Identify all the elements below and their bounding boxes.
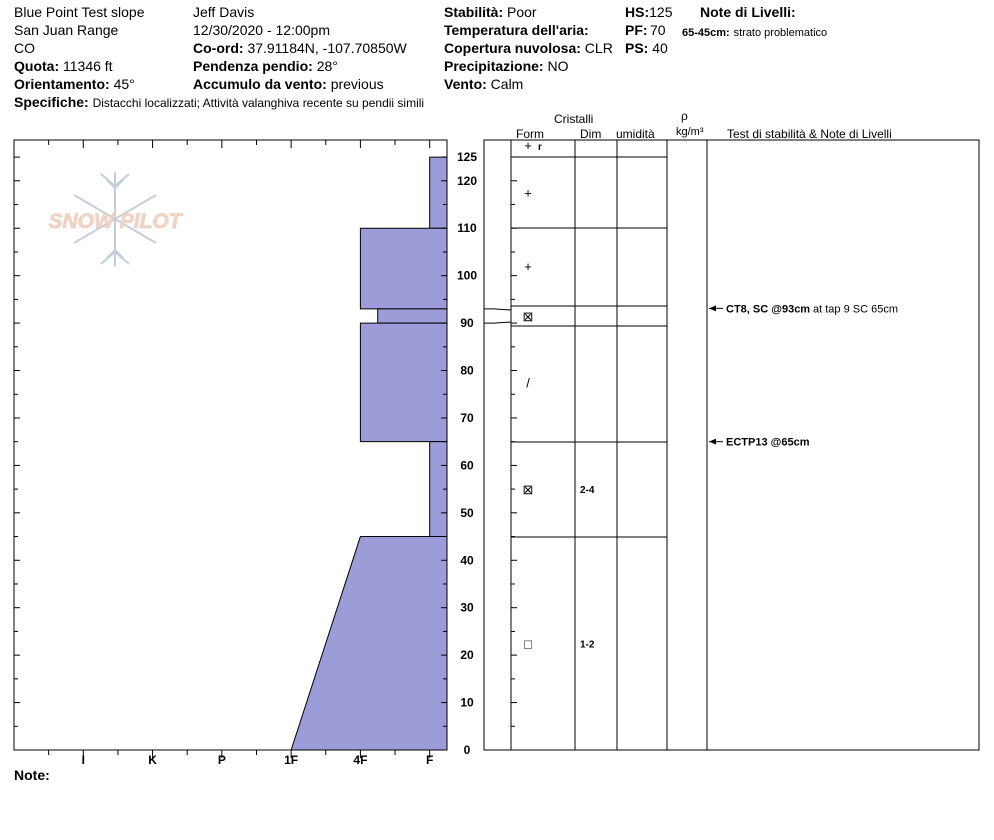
hardness-layer-4 bbox=[360, 323, 447, 442]
cloud-label: Copertura nuvolosa: bbox=[444, 40, 581, 56]
layer-notes-text: strato problematico bbox=[733, 27, 828, 39]
coord-value: 37.91184N, -107.70850W bbox=[247, 40, 407, 56]
hardness-tick-label-K: K bbox=[148, 753, 157, 767]
hardness-tick-label-I: I bbox=[81, 753, 85, 767]
ps-value: 40 bbox=[652, 40, 668, 56]
height-tick-label-60: 60 bbox=[460, 458, 474, 473]
precip-value: NO bbox=[547, 58, 569, 74]
grain-form-6: □ bbox=[524, 636, 532, 652]
specifics-label: Specifiche: bbox=[14, 94, 89, 110]
ps-label: PS: bbox=[625, 40, 649, 56]
grain-form-extra-1: r bbox=[538, 142, 542, 154]
test-arrow-head-2 bbox=[709, 439, 716, 445]
wind-label: Vento: bbox=[444, 76, 487, 92]
size-header: Dim bbox=[580, 127, 602, 141]
site-name: Blue Point Test slope bbox=[14, 4, 145, 20]
hardness-layer-3 bbox=[378, 309, 447, 323]
cloud-value: CLR bbox=[584, 40, 613, 56]
slope-value: 28° bbox=[316, 58, 338, 74]
elevation-value: 11346 ft bbox=[63, 58, 113, 74]
grain-form-3: ⊠ bbox=[522, 308, 534, 324]
height-tick-label-110: 110 bbox=[457, 221, 477, 236]
elevation-label: Quota: bbox=[14, 58, 60, 74]
slope-label: Pendenza pendio: bbox=[193, 58, 313, 74]
state-name: CO bbox=[14, 40, 35, 56]
note-label: Note: bbox=[14, 767, 50, 783]
air-temp-value: 70 bbox=[650, 22, 666, 38]
hardness-layer-6 bbox=[291, 537, 447, 750]
moisture-header: umidità bbox=[616, 127, 655, 141]
datetime: 12/30/2020 - 12:00pm bbox=[193, 22, 330, 38]
height-tick-label-70: 70 bbox=[460, 410, 474, 425]
observer: Jeff Davis bbox=[193, 4, 255, 20]
height-tick-label-0: 0 bbox=[463, 743, 471, 757]
hardness-layer-2 bbox=[360, 228, 447, 309]
wind-load-label: Accumulo da vento: bbox=[193, 76, 327, 92]
grain-form-2: + bbox=[524, 185, 532, 201]
air-temp-label: Temperatura dell'aria: bbox=[444, 22, 589, 38]
specifics-text: Distacchi localizzati; Attività valanghiva recente su pendii simili bbox=[92, 96, 425, 110]
test-arrow-head-1 bbox=[709, 305, 716, 311]
precip-label: Precipitazione: bbox=[444, 58, 544, 74]
hardness-layer-1 bbox=[430, 157, 447, 228]
height-tick-label-50: 50 bbox=[460, 505, 474, 520]
aspect-label: Orientamento: bbox=[14, 76, 110, 92]
grain-form-5: ⊠ bbox=[522, 482, 534, 498]
tests-header: Test di stabilità & Note di Livelli bbox=[727, 127, 892, 141]
wind-load-value: previous bbox=[330, 76, 384, 92]
grain-size-5: 2-4 bbox=[580, 485, 595, 497]
logo-text: SNOW PILOT bbox=[48, 210, 182, 233]
hardness-tick-label-1F: 1F bbox=[284, 753, 299, 767]
crystals-header: Cristalli bbox=[554, 112, 594, 126]
hardness-tick-label-P: P bbox=[217, 753, 226, 767]
stability-value: Poor bbox=[507, 4, 537, 20]
grain-form-1: + bbox=[524, 138, 532, 154]
pf-label: PF: bbox=[625, 22, 648, 38]
rho-header: ρ bbox=[681, 109, 688, 123]
layer-connector-93 bbox=[484, 309, 511, 310]
wind-value: Calm bbox=[490, 76, 524, 92]
height-tick-label-40: 40 bbox=[460, 553, 474, 568]
range-name: San Juan Range bbox=[14, 22, 119, 38]
grain-form-4: / bbox=[526, 375, 530, 391]
height-tick-label-120: 120 bbox=[456, 173, 478, 188]
layer-connector-90 bbox=[484, 322, 511, 323]
hardness-tick-label-F: F bbox=[426, 753, 434, 767]
stability-label: Stabilità: bbox=[444, 4, 504, 20]
snowpilot-logo bbox=[49, 172, 184, 266]
form-header: Form bbox=[516, 127, 544, 141]
height-tick-label-30: 30 bbox=[460, 600, 474, 615]
height-tick-label-20: 20 bbox=[460, 648, 474, 663]
grain-size-6: 1-2 bbox=[580, 639, 595, 651]
height-tick-label-90: 90 bbox=[460, 316, 474, 331]
aspect-value: 45° bbox=[113, 76, 135, 92]
test-comment-1: at tap 9 SC 65cm bbox=[813, 303, 898, 316]
grain-form-extra-mark: + bbox=[524, 259, 532, 275]
height-tick-label-10: 10 bbox=[460, 695, 474, 710]
layer-notes-range: 65-45cm: bbox=[682, 27, 730, 39]
hs-label: HS: bbox=[625, 4, 650, 20]
layer-notes-label: Note di Livelli: bbox=[700, 4, 796, 20]
height-tick-label-125: 125 bbox=[456, 150, 478, 165]
height-tick-label-80: 80 bbox=[460, 363, 474, 378]
height-tick-label-100: 100 bbox=[456, 268, 478, 283]
hardness-tick-label-4F: 4F bbox=[353, 753, 368, 767]
coord-label: Co-ord: bbox=[193, 40, 244, 56]
density-header: kg/m³ bbox=[676, 126, 704, 138]
test-label-2: ECTP13 @65cm bbox=[726, 436, 810, 449]
hs-value: 125 bbox=[649, 4, 673, 20]
test-label-1: CT8, SC @93cm bbox=[726, 303, 811, 316]
